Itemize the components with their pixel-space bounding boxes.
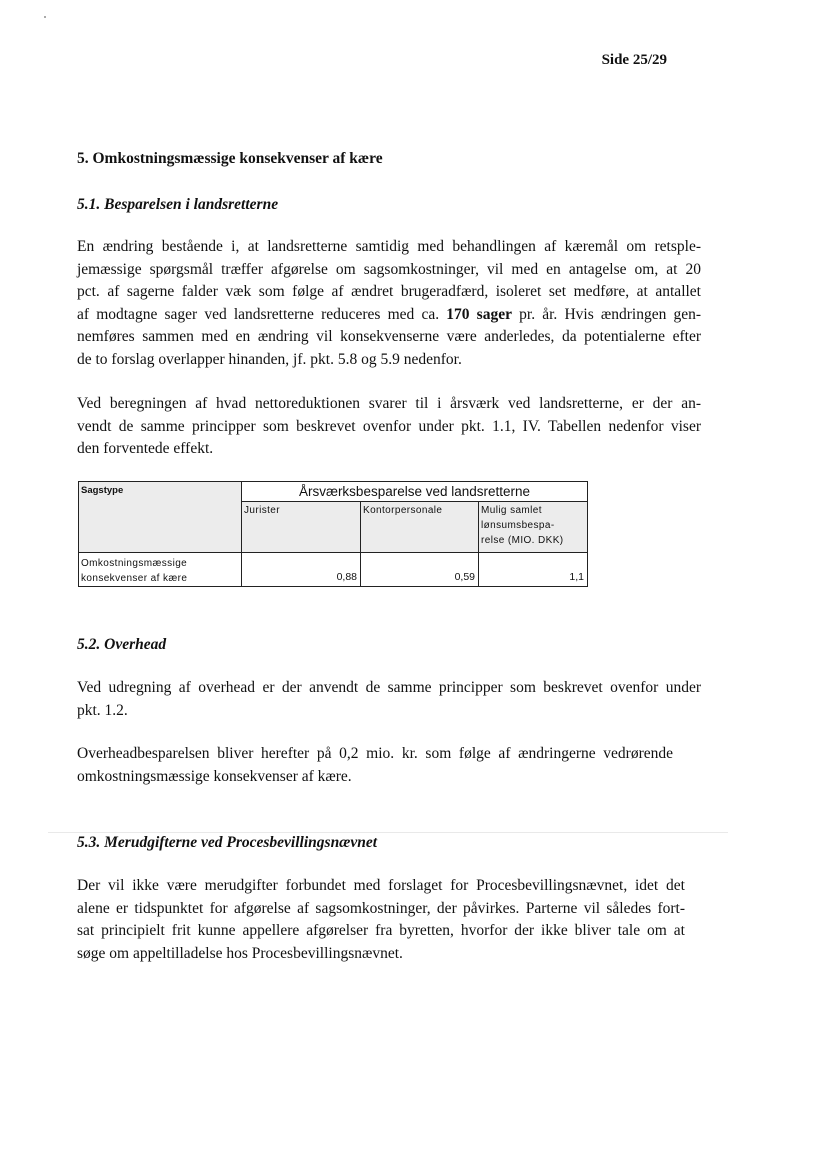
page-number: Side 25/29 <box>601 52 667 68</box>
bold-count: 170 sager <box>446 305 512 323</box>
col-header-jurister: Jurister <box>241 502 360 553</box>
line-with-bold: af modtagne sager ved landsretterne reduceres med ca. 170 sager pr. år. Hvis ændringen gen- <box>77 305 702 323</box>
paragraph-5-2-a: Ved udregning af overhead er der anvendt de samme principper som beskrevet ovenfor under pkt. 1.2. <box>77 679 701 719</box>
paragraph-5-1-b: Ved beregningen af hvad nettoreduktionen svarer til i årsværk ved landsretterne, er der an- vendt de samme principper som beskrevet ovenfor under pkt. 1.1, IV. Tabellen nedenfor viser den forventede effekt. <box>77 395 701 457</box>
row-label: Omkostningsmæssige konsekvenser af kære <box>78 553 241 587</box>
col-header-sagstype: Sagstype <box>78 481 241 553</box>
faint-divider <box>48 832 728 833</box>
col-header-mulig-besparelse: Mulig samlet lønsumsbespa- relse (MIO. DKK) <box>478 502 588 553</box>
subsection-title-5-2: 5.2. Overhead <box>77 636 167 653</box>
col-header-kontorpersonale: Kontorpersonale <box>360 502 478 553</box>
subsection-title-5-1: 5.1. Besparelsen i landsretterne <box>77 196 279 213</box>
paragraph-5-3: Der vil ikke være merudgifter forbundet med forslaget for Procesbevillingsnævnet, idet det alene er tidspunktet for afgørelse af sagsomkostninger, der påvirkes. Parterne vil således fort- sat principielt frit kunne appellere afgørelser fra byretten, hvorfor der ikke bliver tale om at søge om appeltilladelse hos Procesbevillingsnævnet. <box>77 877 685 962</box>
section-heading: 5. Omkostningsmæssige konsekvenser af kære <box>77 150 383 167</box>
group-header: Årsværksbesparelse ved landsretterne <box>241 481 588 502</box>
value-mulig-besparelse: 1,1 <box>478 553 588 587</box>
scan-speck <box>44 16 46 18</box>
subsection-title-5-3: 5.3. Merudgifterne ved Procesbevillingsnævnet <box>77 834 378 851</box>
savings-table <box>78 481 588 587</box>
paragraph-5-2-b: Overheadbesparelsen bliver herefter på 0,2 mio. kr. som følge af ændringerne vedrørende omkostningsmæssige konsekvenser af kære. <box>77 745 673 785</box>
value-kontorpersonale: 0,59 <box>360 553 478 587</box>
paragraph-5-1-a: En ændring bestående i, at landsretterne samtidig med behandlingen af kæremål om retsple- jemæssige spørgsmål træffer afgørelse om sagsomkostninger, vil med en antagelse om, at 20 pct. af sagerne falder væk som følge af ændret brugeradfærd, isoleret set medføre, at antallet af modtagne sager ved landsretterne reduceres med ca. 170 sager pr. år. Hvis ændringen gen- nemføres sammen med en ændring vil konsekvenserne være anderledes, da potentialerne efter de to forslag overlapper hinanden, jf. pkt. 5.8 og 5.9 nedenfor. <box>77 238 702 368</box>
value-jurister: 0,88 <box>241 553 360 587</box>
